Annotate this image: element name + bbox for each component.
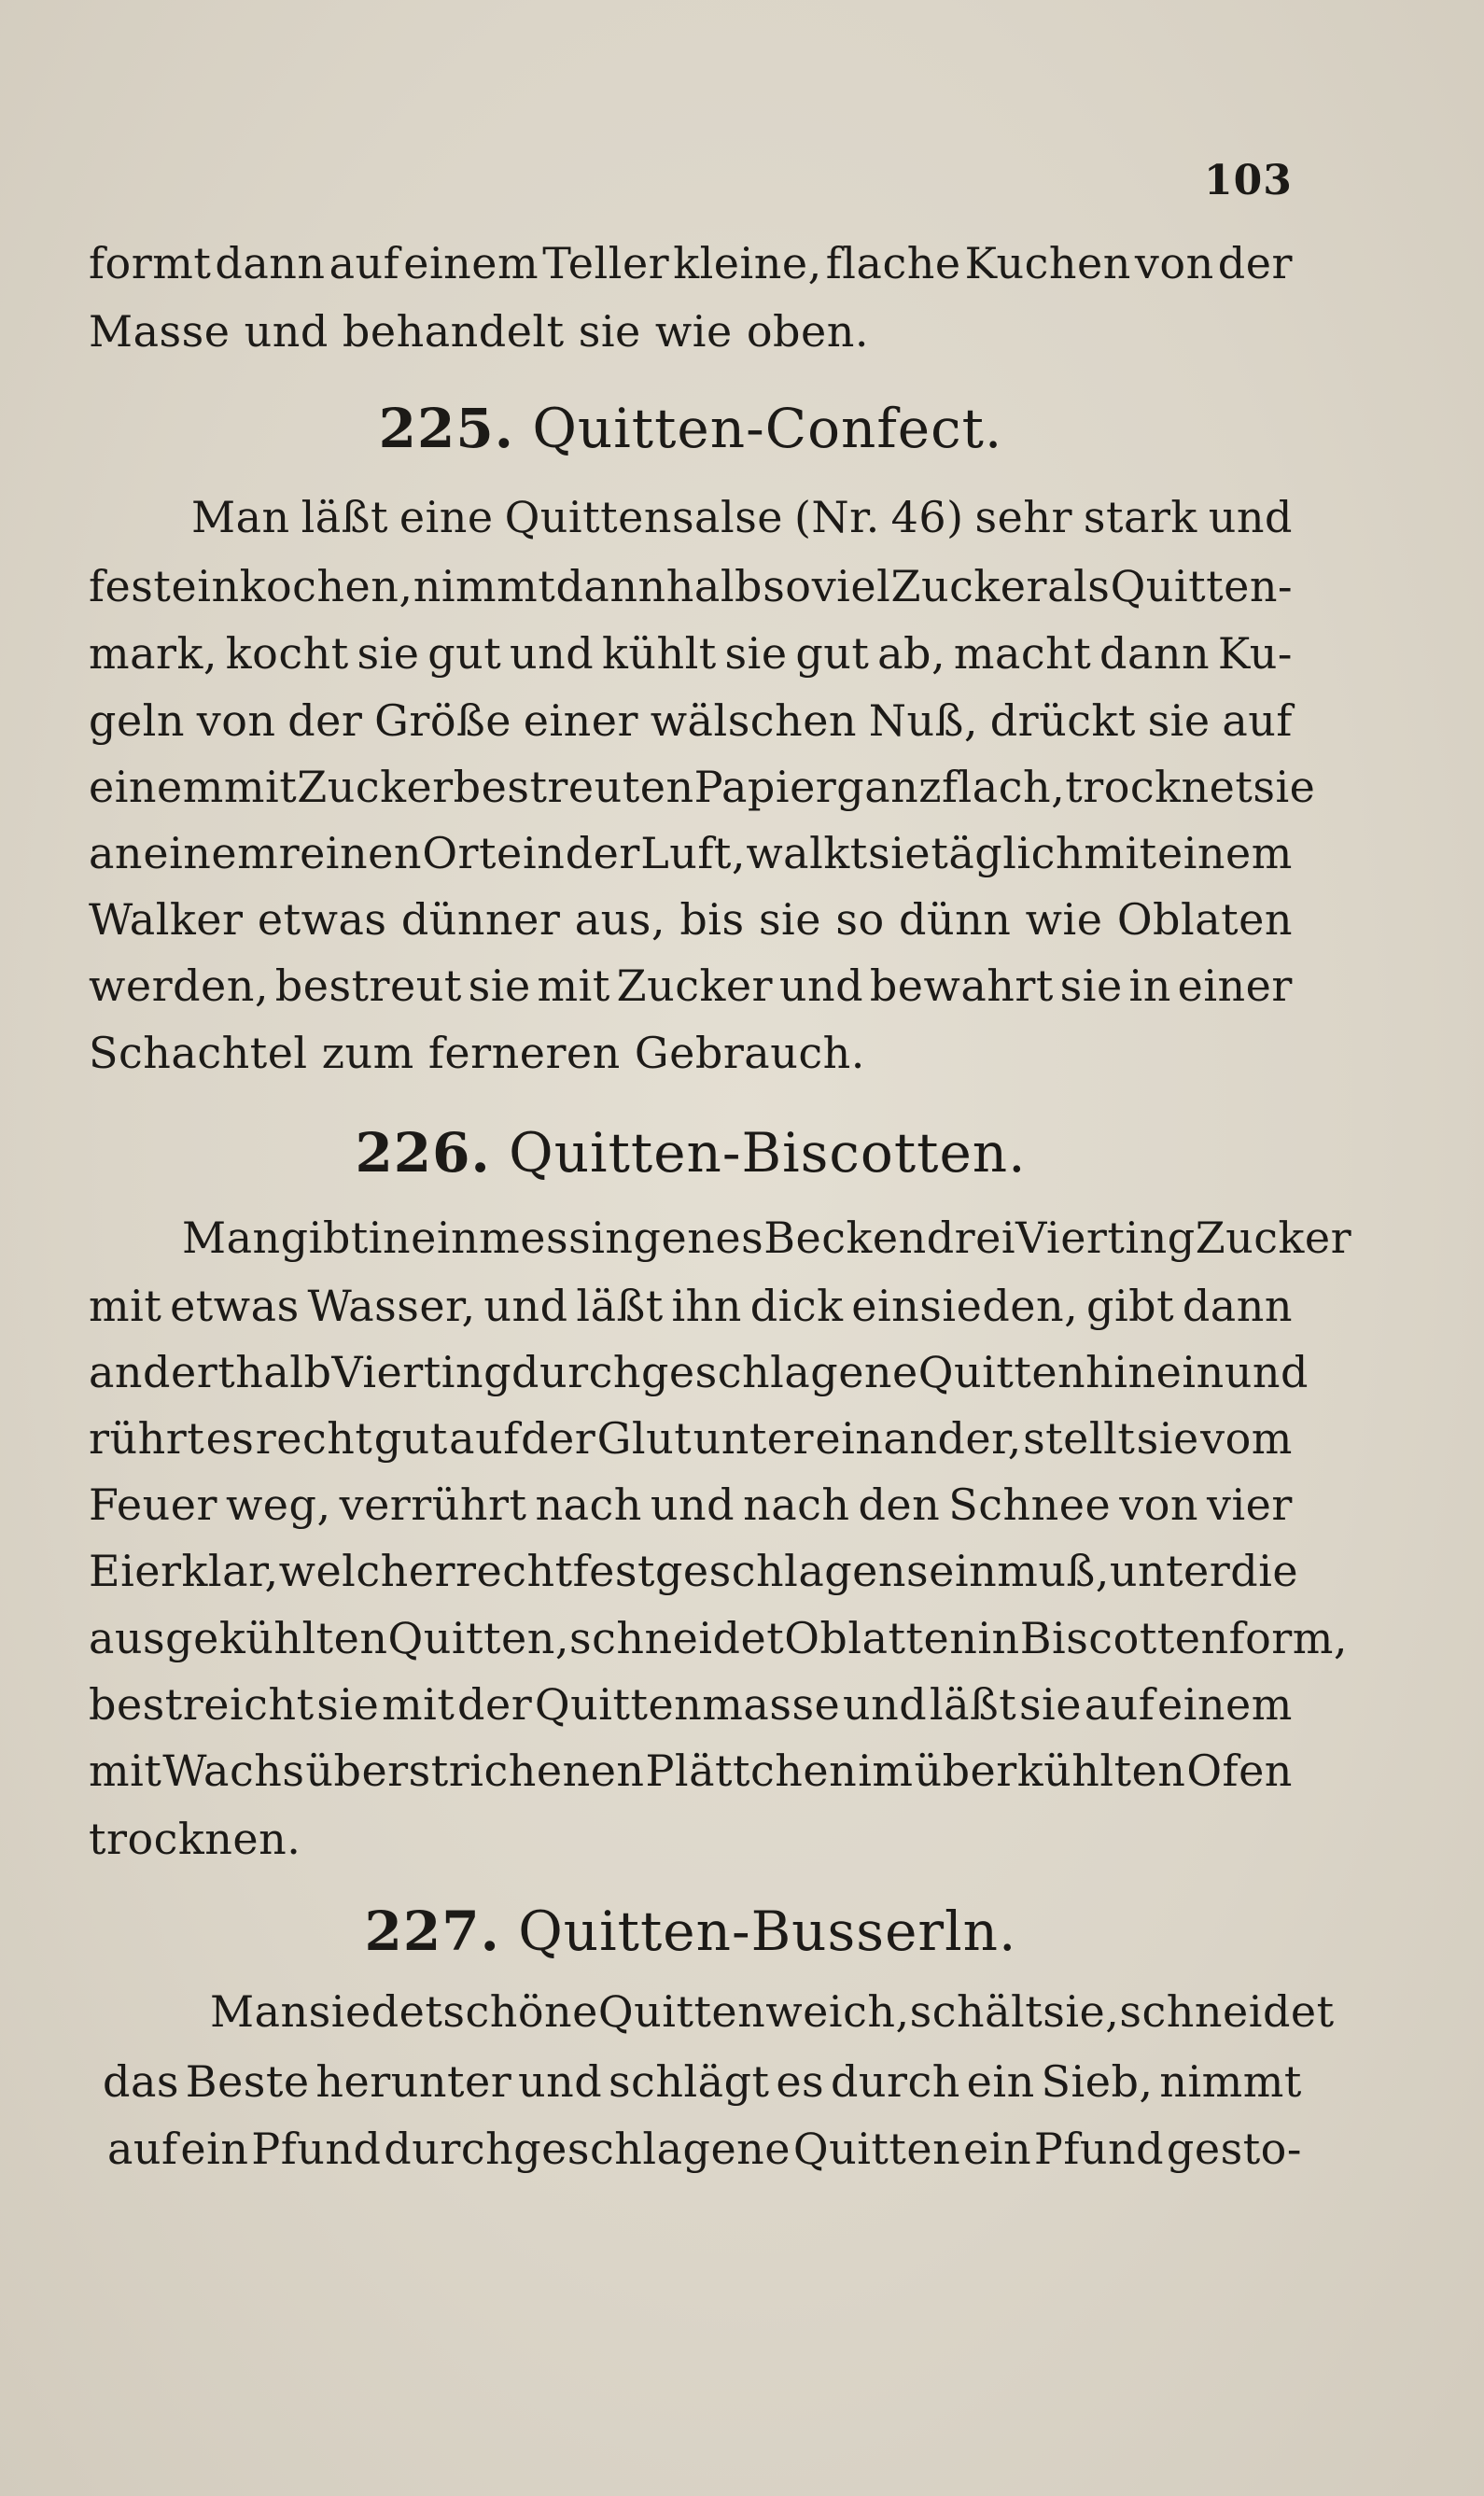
section-number: 226. — [355, 1121, 491, 1185]
text-line: Eierklar, welcher recht fest geschlagen sein muß, unter die — [89, 1546, 1299, 1596]
text-line: bestreicht sie mit der Quittenmasse und läßt sie auf einem — [89, 1679, 1293, 1730]
text-line: Walker etwas dünner aus, bis sie so dünn wie Oblaten — [89, 894, 1293, 945]
section-heading-226 — [89, 1120, 1293, 1185]
text-line: fest einkochen, nimmt dann halb so viel Zucker als Quitten- — [89, 561, 1293, 611]
section-heading-225 — [89, 396, 1293, 461]
section-number: 225. — [378, 397, 514, 460]
text-line: auf ein Pfund durchgeschlagene Quitten ein Pfund gesto- — [107, 2124, 1302, 2174]
section-number: 227. — [364, 1900, 500, 1963]
section-heading-227 — [89, 1899, 1293, 1964]
text-line: Masse und behandelt sie wie oben. — [89, 306, 869, 357]
text-line: mit Wachs überstrichenen Plättchen im überkühlten Ofen — [89, 1746, 1293, 1796]
text-line: ausgekühlten Quitten, schneidet Oblatten in Biscottenform, — [89, 1613, 1349, 1663]
text-line: Man gibt in ein messingenes Becken drei Vierting Zucker — [182, 1213, 1352, 1263]
text-line: mark, kocht sie gut und kühlt sie gut ab, macht dann Ku- — [89, 628, 1293, 679]
text-line: einem mit Zucker bestreuten Papier ganz flach, trocknet sie — [89, 762, 1316, 812]
text-line: Schachtel zum ferneren Gebrauch. — [89, 1028, 865, 1078]
text-line: Feuer weg, verrührt nach und nach den Schnee von vier — [89, 1479, 1293, 1530]
text-line: an einem reinen Orte in der Luft, walkt sie täglich mit einem — [89, 828, 1293, 878]
text-line: Man siedet schöne Quitten weich, schält sie, schneidet — [210, 1986, 1335, 2037]
section-title: Quitten-Biscotten. — [509, 1121, 1027, 1185]
text-line: anderthalb Vierting durchgeschlagene Quitten hinein und — [89, 1347, 1309, 1397]
text-line: trocknen. — [89, 1814, 301, 1864]
page-number: 103 — [1204, 157, 1293, 204]
section-title: Quitten-Confect. — [532, 397, 1003, 460]
text-line: rührt es recht gut auf der Glut unter einander, stellt sie vom — [89, 1413, 1293, 1464]
text-line: geln von der Größe einer wälschen Nuß, drückt sie auf — [89, 695, 1293, 746]
text-line: werden, bestreut sie mit Zucker und bewahrt sie in einer — [89, 961, 1293, 1011]
text-line: mit etwas Wasser, und läßt ihn dick einsieden, gibt dann — [89, 1281, 1293, 1331]
section-title: Quitten-Busserln. — [518, 1900, 1017, 1963]
text-line: Man läßt eine Quittensalse (Nr. 46) sehr stark und — [191, 492, 1293, 542]
text-line: das Beste herunter und schlägt es durch ein Sieb, nimmt — [103, 2056, 1302, 2107]
text-line: formt dann auf einem Teller kleine, flache Kuchen von der — [89, 238, 1293, 288]
